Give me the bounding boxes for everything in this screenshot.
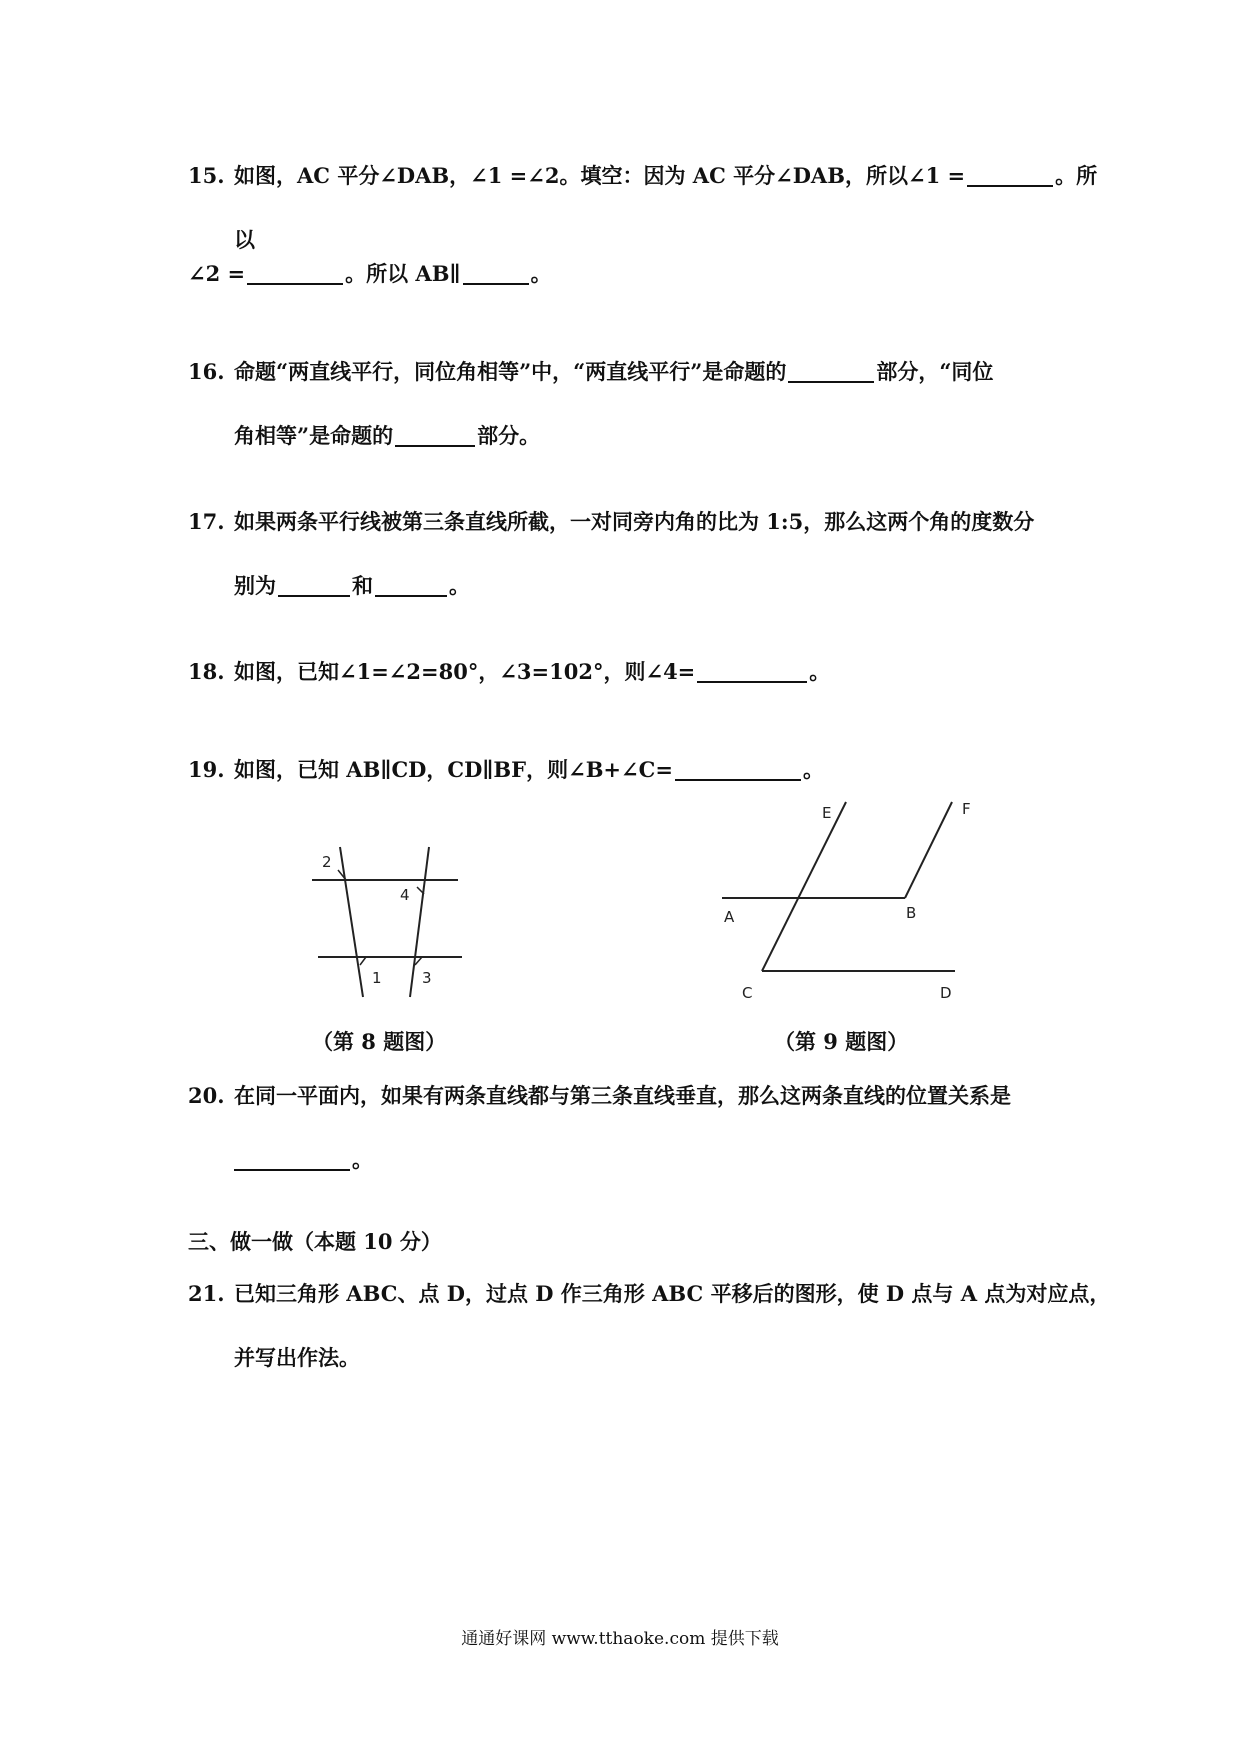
answer-blank[interactable]	[247, 261, 343, 285]
page-footer	[0, 1624, 1240, 1649]
angle-mark-3	[415, 957, 422, 965]
answer-blank[interactable]	[697, 659, 807, 683]
question-text: 。	[530, 261, 552, 286]
question-15-continued	[188, 242, 1068, 306]
answer-blank[interactable]	[395, 423, 475, 447]
section-title: 三、做一做（本题 10 分）	[188, 1229, 442, 1254]
point-label-C: C	[742, 984, 753, 1002]
question-text: 。	[802, 757, 824, 782]
question-number: 19.	[188, 757, 225, 782]
transversal-left	[340, 847, 363, 997]
question-number: 17.	[188, 509, 225, 534]
answer-blank[interactable]	[234, 1147, 350, 1171]
question-number: 20.	[188, 1083, 225, 1108]
point-label-B: B	[906, 904, 917, 922]
figure-9-caption	[774, 1022, 908, 1062]
question-text: 和	[352, 573, 373, 598]
question-text: 。所以 AB∥	[345, 261, 461, 286]
question-number: 15.	[188, 163, 225, 188]
angle-label-1: 1	[372, 969, 382, 987]
question-text: 以	[234, 227, 255, 252]
question-18	[188, 640, 1068, 704]
point-label-D: D	[940, 984, 952, 1002]
point-label-A: A	[724, 908, 735, 926]
question-text: 如图，已知 AB∥CD，CD∥BF，则∠B+∠C=	[234, 757, 673, 782]
line-BF	[905, 802, 952, 898]
question-text: 在同一平面内，如果有两条直线都与第三条直线垂直，那么这两条直线的位置关系是	[234, 1083, 1011, 1108]
angle-label-3: 3	[422, 969, 432, 987]
angle-mark-1	[360, 957, 366, 965]
question-text: 命题“两直线平行，同位角相等”中，“两直线平行”是命题的	[234, 359, 787, 384]
angle-label-2: 2	[322, 853, 332, 871]
question-20	[188, 1064, 1068, 1192]
question-text: 部分，“同位	[876, 359, 994, 384]
angle-label-4: 4	[400, 886, 410, 904]
point-label-E: E	[822, 804, 832, 822]
question-number: 18.	[188, 659, 225, 684]
figure-8-caption	[312, 1022, 446, 1062]
question-text: 角相等”是命题的	[234, 423, 394, 448]
answer-blank[interactable]	[375, 573, 447, 597]
footer-text: 通通好课网 www.tthaoke.com 提供下载	[461, 1629, 779, 1649]
question-number: 16.	[188, 359, 225, 384]
figure-8	[300, 815, 480, 1005]
figure-9-diagram	[710, 790, 980, 1005]
figure-9	[710, 790, 980, 1005]
section-heading	[188, 1222, 442, 1262]
question-21	[188, 1262, 1111, 1390]
question-number: 21.	[188, 1281, 225, 1306]
question-17	[188, 490, 1068, 618]
question-text: 别为	[234, 573, 276, 598]
question-text: 。所	[1055, 163, 1098, 188]
answer-blank[interactable]	[278, 573, 350, 597]
question-text: 部分。	[477, 423, 541, 448]
question-text: 如图，已知∠1=∠2=80°，∠3=102°，则∠4=	[234, 659, 696, 684]
question-text: 。	[449, 573, 470, 598]
answer-blank[interactable]	[967, 163, 1053, 187]
figure-8-diagram	[300, 815, 480, 1005]
point-label-F: F	[962, 800, 971, 818]
question-text: 如图，AC 平分∠DAB，∠1 =∠2。填空：因为 AC 平分∠DAB，所以∠1 =	[234, 163, 966, 188]
answer-blank[interactable]	[788, 359, 874, 383]
question-text: 如果两条平行线被第三条直线所截，一对同旁内角的比为 1:5，那么这两个角的度数分	[234, 509, 1035, 534]
question-text: 并写出作法。	[234, 1345, 360, 1370]
question-text: ∠2 =	[188, 261, 246, 286]
answer-blank[interactable]	[463, 261, 529, 285]
question-text: 已知三角形 ABC、点 D，过点 D 作三角形 ABC 平移后的图形，使 D 点与 A 点为对应点，	[234, 1281, 1111, 1306]
question-text: 。	[809, 659, 831, 684]
answer-blank[interactable]	[675, 757, 801, 781]
line-CE	[762, 802, 846, 971]
question-16	[188, 340, 1068, 468]
figure-9-caption-text: （第 9 题图）	[774, 1029, 909, 1054]
question-text: 。	[352, 1147, 373, 1172]
figure-8-caption-text: （第 8 题图）	[312, 1029, 447, 1054]
